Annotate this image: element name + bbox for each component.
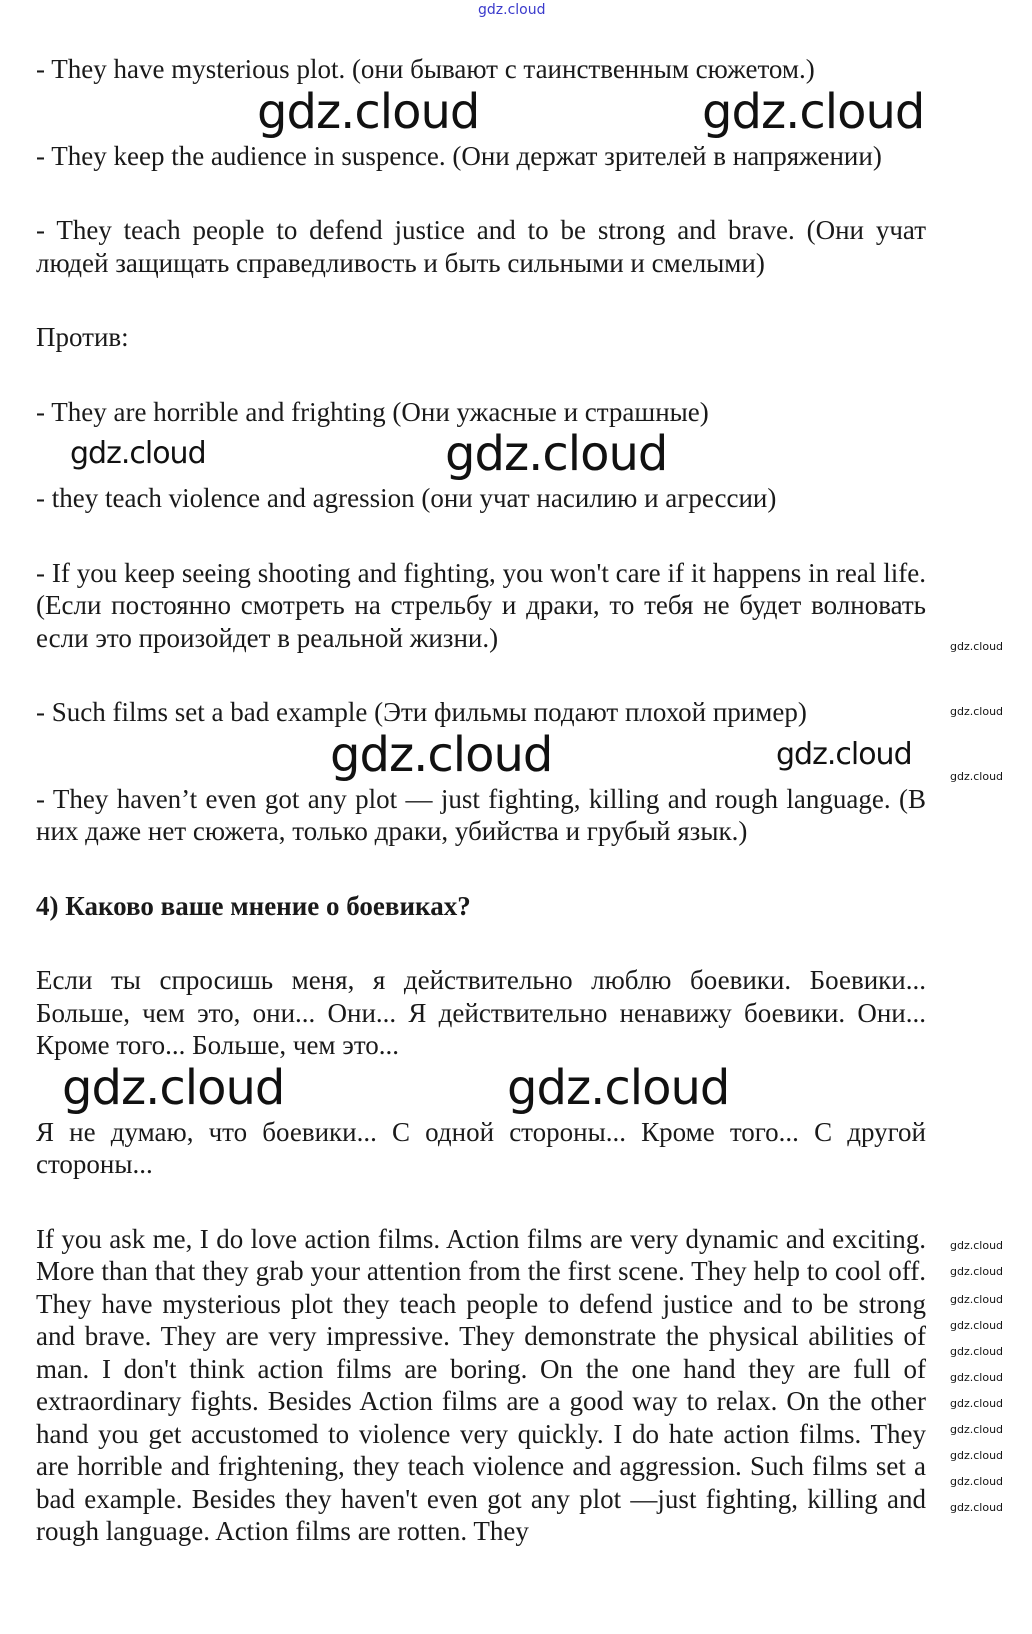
watermark: gdz.cloud <box>950 1475 1004 1488</box>
pro-point-suspense: - They keep the audience in suspence. (Они держат зрителей в напряжении) <box>36 140 882 171</box>
russian-template-2: Я не думаю, что боевики... С одной стороны... Кроме того... С другой стороны... <box>36 1116 926 1179</box>
english-essay: If you ask me, I do love action films. Action films are very dynamic and exciting. More than that they grab your attention from the first scene. They help to cool off. They have mysterious plot they teach people to defend justice and to be strong and brave. They are very impressive. They demonstrate the physical abilities of man. I don't think action films are boring. On the one hand they are full of extraordinary fights. Besides Action films are a good way to relax. On the other hand you get accustomed to violence very quickly. I do hate action films. They are horrible and frightening, they teach violence and aggression. Such films set a bad example. Besides they haven't even got any plot —just fighting, killing and rough language. Action films are rotten. They <box>36 1223 926 1546</box>
watermark: gdz.cloud <box>702 83 925 140</box>
watermark: gdz.cloud <box>330 726 553 783</box>
pro-point-justice: - They teach people to defend justice and to be strong and brave. (Они учат людей защищать справедливость и быть сильными и смелыми) <box>36 215 926 278</box>
watermark: gdz.cloud <box>950 770 1004 783</box>
russian-template-1: Если ты спросишь меня, я действительно люблю боевики. Боевики... Больше, чем это, они... Они... Я действительно ненавижу боевики. Они... Кроме того... Больше, чем это... <box>36 965 926 1060</box>
header-watermark: gdz.cloud <box>478 2 546 18</box>
watermark: gdz.cloud <box>950 1239 1004 1252</box>
paragraph-gap <box>36 354 926 396</box>
watermark: gdz.cloud <box>950 1397 1004 1410</box>
paragraph-gap <box>36 83 926 140</box>
watermark: gdz.cloud <box>950 640 1004 653</box>
con-point-real-life: - If you keep seeing shooting and fighting, you won't care if it happens in real life. (Если постоянно смотреть на стрельбу и драки, то тебя не будет волновать если это произойдет в реальной жизни.) <box>36 557 926 653</box>
watermark: gdz.cloud <box>950 1501 1004 1514</box>
paragraph-gap <box>36 848 926 890</box>
question-heading: 4) Каково ваше мнение о боевиках? <box>36 890 471 921</box>
paragraph-gap <box>36 279 926 321</box>
paragraph-gap <box>36 515 926 557</box>
watermark: gdz.cloud <box>950 1293 1004 1306</box>
watermark: gdz.cloud <box>950 1265 1004 1278</box>
watermark: gdz.cloud <box>950 1345 1004 1358</box>
con-point-no-plot: - They haven’t even got any plot — just fighting, killing and rough language. (В них даже нет сюжета, только драки, убийства и грубый язык.) <box>36 783 926 846</box>
paragraph-gap <box>36 172 926 214</box>
paragraph-gap <box>36 1181 926 1223</box>
watermark: gdz.cloud <box>950 1449 1004 1462</box>
watermark: gdz.cloud <box>507 1059 730 1116</box>
paragraph-gap <box>36 726 926 783</box>
watermark: gdz.cloud <box>257 83 480 140</box>
watermark: gdz.cloud <box>70 436 206 471</box>
watermark: gdz.cloud <box>950 705 1004 718</box>
con-point-bad-example: - Such films set a bad example (Эти фильмы подают плохой пример) <box>36 697 807 727</box>
watermark: gdz.cloud <box>776 736 912 772</box>
against-heading: Против: <box>36 322 129 352</box>
watermark: gdz.cloud <box>445 426 668 482</box>
watermark: gdz.cloud <box>950 1423 1004 1436</box>
watermark: gdz.cloud <box>950 1371 1004 1384</box>
con-point-violence: - they teach violence and agression (они учат насилию и агрессии) <box>36 483 777 513</box>
watermark: gdz.cloud <box>950 1319 1004 1332</box>
pro-point-plot: - They have mysterious plot. (они бывают с таинственным сюжетом.) <box>36 54 815 84</box>
paragraph-gap <box>36 1059 926 1116</box>
con-point-horrible: - They are horrible and frighting (Они ужасные и страшные) <box>36 396 709 427</box>
paragraph-gap <box>36 922 926 964</box>
watermark: gdz.cloud <box>62 1059 285 1116</box>
paragraph-gap <box>36 654 926 696</box>
paragraph-gap <box>36 428 926 482</box>
